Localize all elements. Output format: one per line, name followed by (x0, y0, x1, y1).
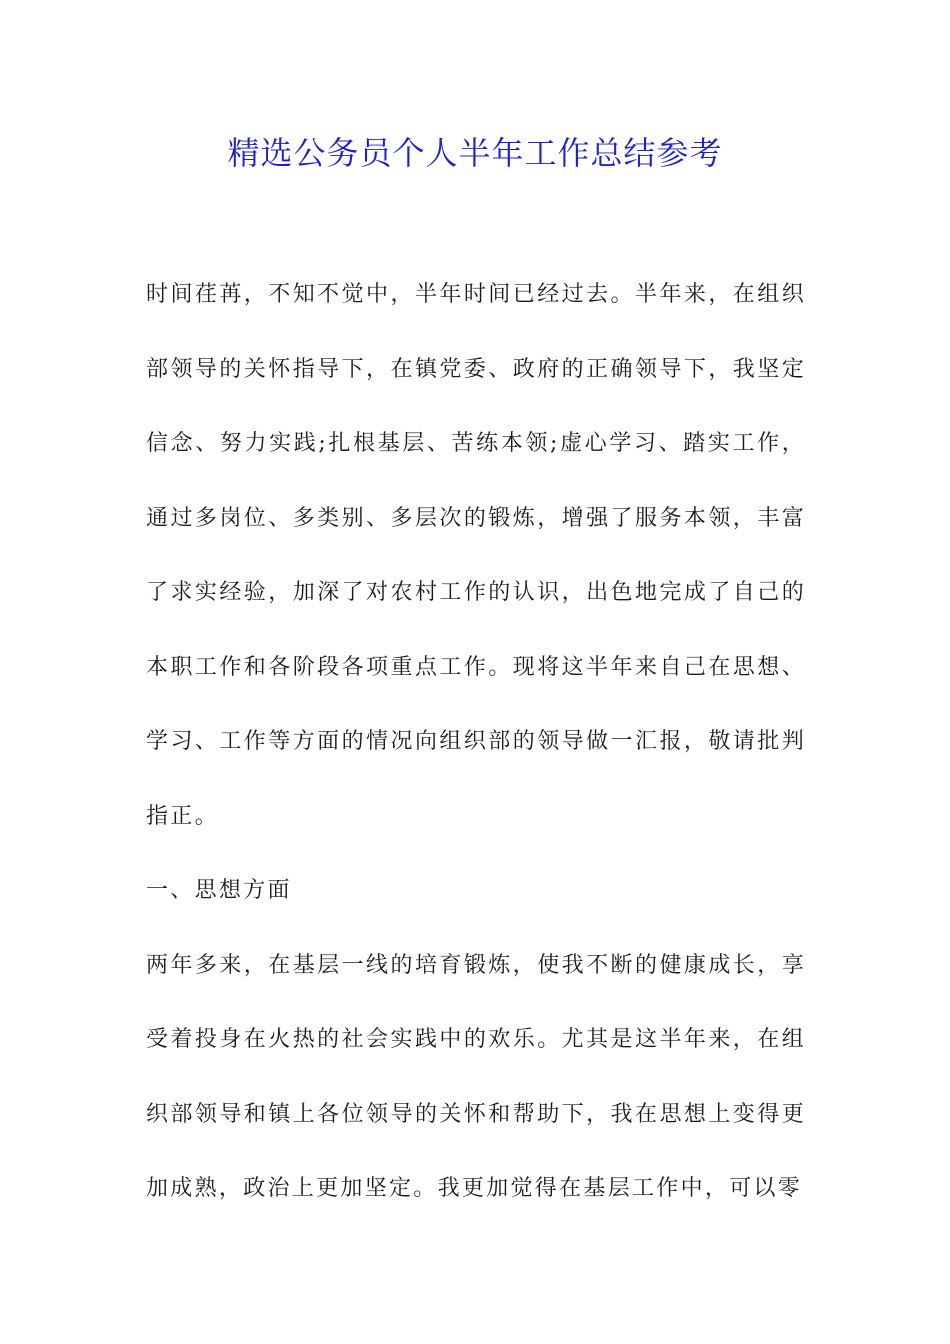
document-body (146, 258, 806, 1227)
intro-paragraph: 时间荏苒，不知不觉中，半年时间已经过去。半年来，在组织部领导的关怀指导下，在镇党委、政府的正确领导下，我坚定信念、努力实践;扎根基层、苦练本领;虚心学习、踏实工作，通过多岗位、多类别、多层次的锻炼，增强了服务本领，丰富了求实经验，加深了对农村工作的认识，出色地完成了自己的本职工作和各阶段各项重点工作。现将这半年来自己在思想、学习、工作等方面的情况向组织部的领导做一汇报，敬请批判指正。 (146, 282, 806, 829)
section-paragraph: 两年多来，在基层一线的培育锻炼，使我不断的健康成长，享受着投身在火热的社会实践中的欢乐。尤其是这半年来，在组织部领导和镇上各位领导的关怀和帮助下，我在思想上变得更加成熟，政治上更加坚定。我更加觉得在基层工作中，可以零 (146, 952, 806, 1201)
document-title: 精选公务员个人半年工作总结参考 (227, 134, 723, 172)
section-heading: 一、思想方面 (146, 878, 292, 903)
